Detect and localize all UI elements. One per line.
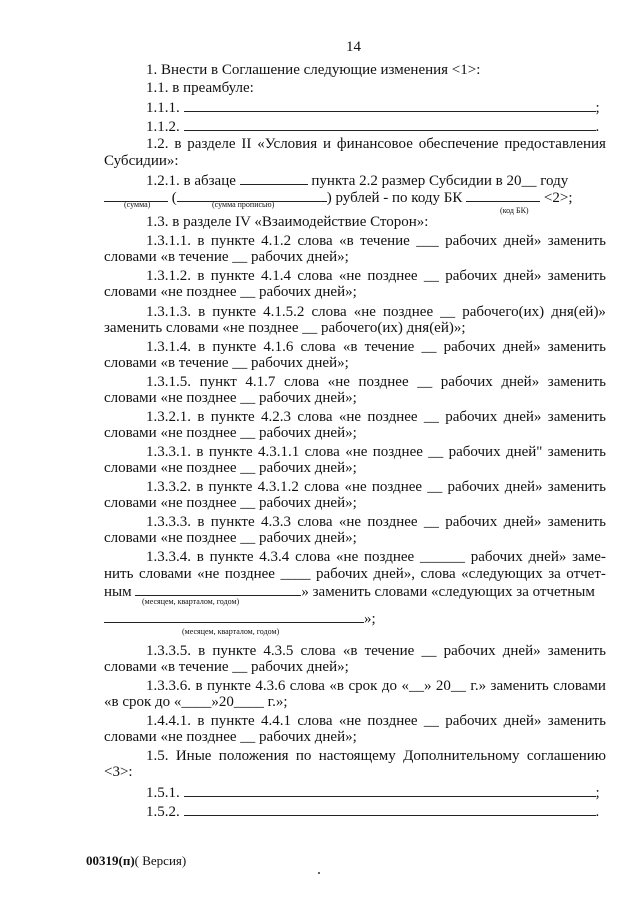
document-version: ( Версия): [134, 853, 187, 868]
text-fragment: » заменить словами «следующих за отчетным: [301, 584, 595, 600]
item-1-3-3-3: 1.3.3.3. в пункте 4.3.3 слова «не позднее __ рабочих дней» заменить: [146, 514, 606, 530]
item-1-3-1-4: 1.3.1.4. в пункте 4.1.6 слова «в течение __ рабочих дней» заменить: [146, 339, 606, 355]
page-number: 14: [346, 39, 361, 55]
item-1-3-3-6-cont: «в срок до «____»20____ г.»;: [104, 694, 288, 710]
item-1-3-3-1: 1.3.3.1. в пункте 4.3.1.1 слова «не позднее __ рабочих дней" заменить: [146, 444, 606, 460]
text-fragment: »;: [364, 611, 376, 627]
item-1-3-3-4-cont: нить словами «не позднее ____ рабочих дней», слова «следующих за отчет-: [104, 566, 606, 582]
caption-sum-words: (сумма прописью): [212, 200, 275, 209]
item-1: 1. Внести в Соглашение следующие изменения <1>:: [146, 62, 481, 78]
item-1-3: 1.3. в разделе IV «Взаимодействие Сторон»:: [146, 214, 429, 230]
caption-period-1: (месяцем, кварталом, годом): [142, 597, 240, 606]
item-1-3-3-5-cont: словами «в течение __ рабочих дней»;: [104, 659, 349, 675]
item-1-5-2: [146, 803, 606, 821]
item-1-3-2-1: 1.3.2.1. в пункте 4.2.3 слова «не позднее __ рабочих дней» заменить: [146, 409, 606, 425]
item-1-2-cont: Субсидии»:: [104, 153, 179, 169]
item-1-3-1-1-cont: словами «в течение __ рабочих дней»;: [104, 249, 349, 265]
paren-open: (: [171, 190, 177, 206]
caption-period-2: (месяцем, кварталом, годом): [182, 627, 280, 636]
item-1-3-3-4-cont3: [104, 610, 376, 628]
item-1-3-1-2: 1.3.1.2. в пункте 4.1.4 слова «не позднее __ рабочих дней» заменить: [146, 268, 606, 284]
footer: [86, 853, 186, 869]
item-1-1-1-end: ;: [595, 100, 600, 116]
item-1-5-2-end: .: [595, 804, 600, 820]
item-1-5-cont: <3>:: [104, 764, 133, 780]
item-1-3-3-3-cont: словами «не позднее __ рабочих дней»;: [104, 530, 357, 546]
item-1-3-3-2-cont: словами «не позднее __ рабочих дней»;: [104, 495, 357, 511]
caption-bk: (код БК): [500, 206, 529, 215]
item-1-4-4-1-cont: словами «не позднее __ рабочих дней»;: [104, 729, 357, 745]
blank-line: [184, 784, 596, 797]
item-1-1-2-label: 1.1.2.: [146, 119, 180, 135]
item-1-2-1-cont: [104, 189, 606, 207]
caption-sum: (сумма): [124, 200, 151, 209]
item-1-1-2: [146, 118, 606, 136]
item-1-3-1-1: 1.3.1.1. в пункте 4.1.2 слова «в течение ___ рабочих дней» заменить: [146, 233, 606, 249]
item-1-3-3-5: 1.3.3.5. в пункте 4.3.5 слова «в течение __ рабочих дней» заменить: [146, 643, 606, 659]
item-1-3-1-3-cont: заменить словами «не позднее __ рабочего(их) дня(ей)»;: [104, 320, 466, 336]
item-1-1-2-end: .: [595, 119, 600, 135]
item-1-5: 1.5. Иные положения по настоящему Дополнительному соглашению: [146, 748, 606, 764]
item-1-3-2-1-cont: словами «не позднее __ рабочих дней»;: [104, 425, 357, 441]
item-1-3-1-2-cont: словами «не позднее __ рабочих дней»;: [104, 284, 357, 300]
item-1-3-3-4: 1.3.3.4. в пункте 4.3.4 слова «не позднее ______ рабочих дней» заме-: [146, 549, 606, 565]
item-1-5-2-label: 1.5.2.: [146, 804, 180, 820]
footnote-ref-2: <2>;: [543, 190, 573, 206]
blank-line: [184, 118, 596, 131]
blank-line: [104, 610, 364, 623]
text-fragment: ным: [104, 584, 132, 600]
item-1-5-1-end: ;: [595, 785, 600, 801]
item-1-3-3-1-cont: словами «не позднее __ рабочих дней»;: [104, 460, 357, 476]
item-1-3-1-5: 1.3.1.5. пункт 4.1.7 слова «не позднее __ рабочих дней» заменить: [146, 374, 606, 390]
item-1-5-1: [146, 784, 606, 802]
item-1-2-1-text: пункта 2.2 размер Субсидии в 20__ году: [311, 173, 569, 189]
item-1-3-3-6: 1.3.3.6. в пункте 4.3.6 слова «в срок до «__» 20__ г.» заменить словами: [146, 678, 606, 694]
item-1-4-4-1: 1.4.4.1. в пункте 4.4.1 слова «не позднее __ рабочих дней» заменить: [146, 713, 606, 729]
item-1-3-3-2: 1.3.3.2. в пункте 4.3.1.2 слова «не позднее __ рабочих дней» заменить: [146, 479, 606, 495]
item-1-2-1: [146, 172, 606, 190]
item-1-2-1-rub: ) рублей - по коду БК: [326, 190, 463, 206]
item-1-1: 1.1. в преамбуле:: [146, 80, 254, 96]
blank-line: [135, 583, 301, 596]
item-1-1-1-label: 1.1.1.: [146, 100, 180, 116]
item-1-3-1-3: 1.3.1.3. в пункте 4.1.5.2 слова «не позднее __ рабочего(их) дня(ей)»: [146, 304, 606, 320]
item-1-1-1: [146, 99, 606, 117]
item-1-5-1-label: 1.5.1.: [146, 785, 180, 801]
document-code: 00319(п): [86, 853, 135, 868]
item-1-2-1-label: 1.2.1. в абзаце: [146, 173, 236, 189]
blank-line: [466, 189, 540, 202]
item-1-3-1-5-cont: словами «не позднее __ рабочих дней»;: [104, 390, 357, 406]
blank-line: [184, 803, 596, 816]
scan-speck: [318, 872, 320, 874]
blank-line: [184, 99, 596, 112]
item-1-3-1-4-cont: словами «в течение __ рабочих дней»;: [104, 355, 349, 371]
item-1-2: 1.2. в разделе II «Условия и финансовое обеспечение предоставления: [146, 136, 606, 152]
blank-line: [240, 172, 308, 185]
